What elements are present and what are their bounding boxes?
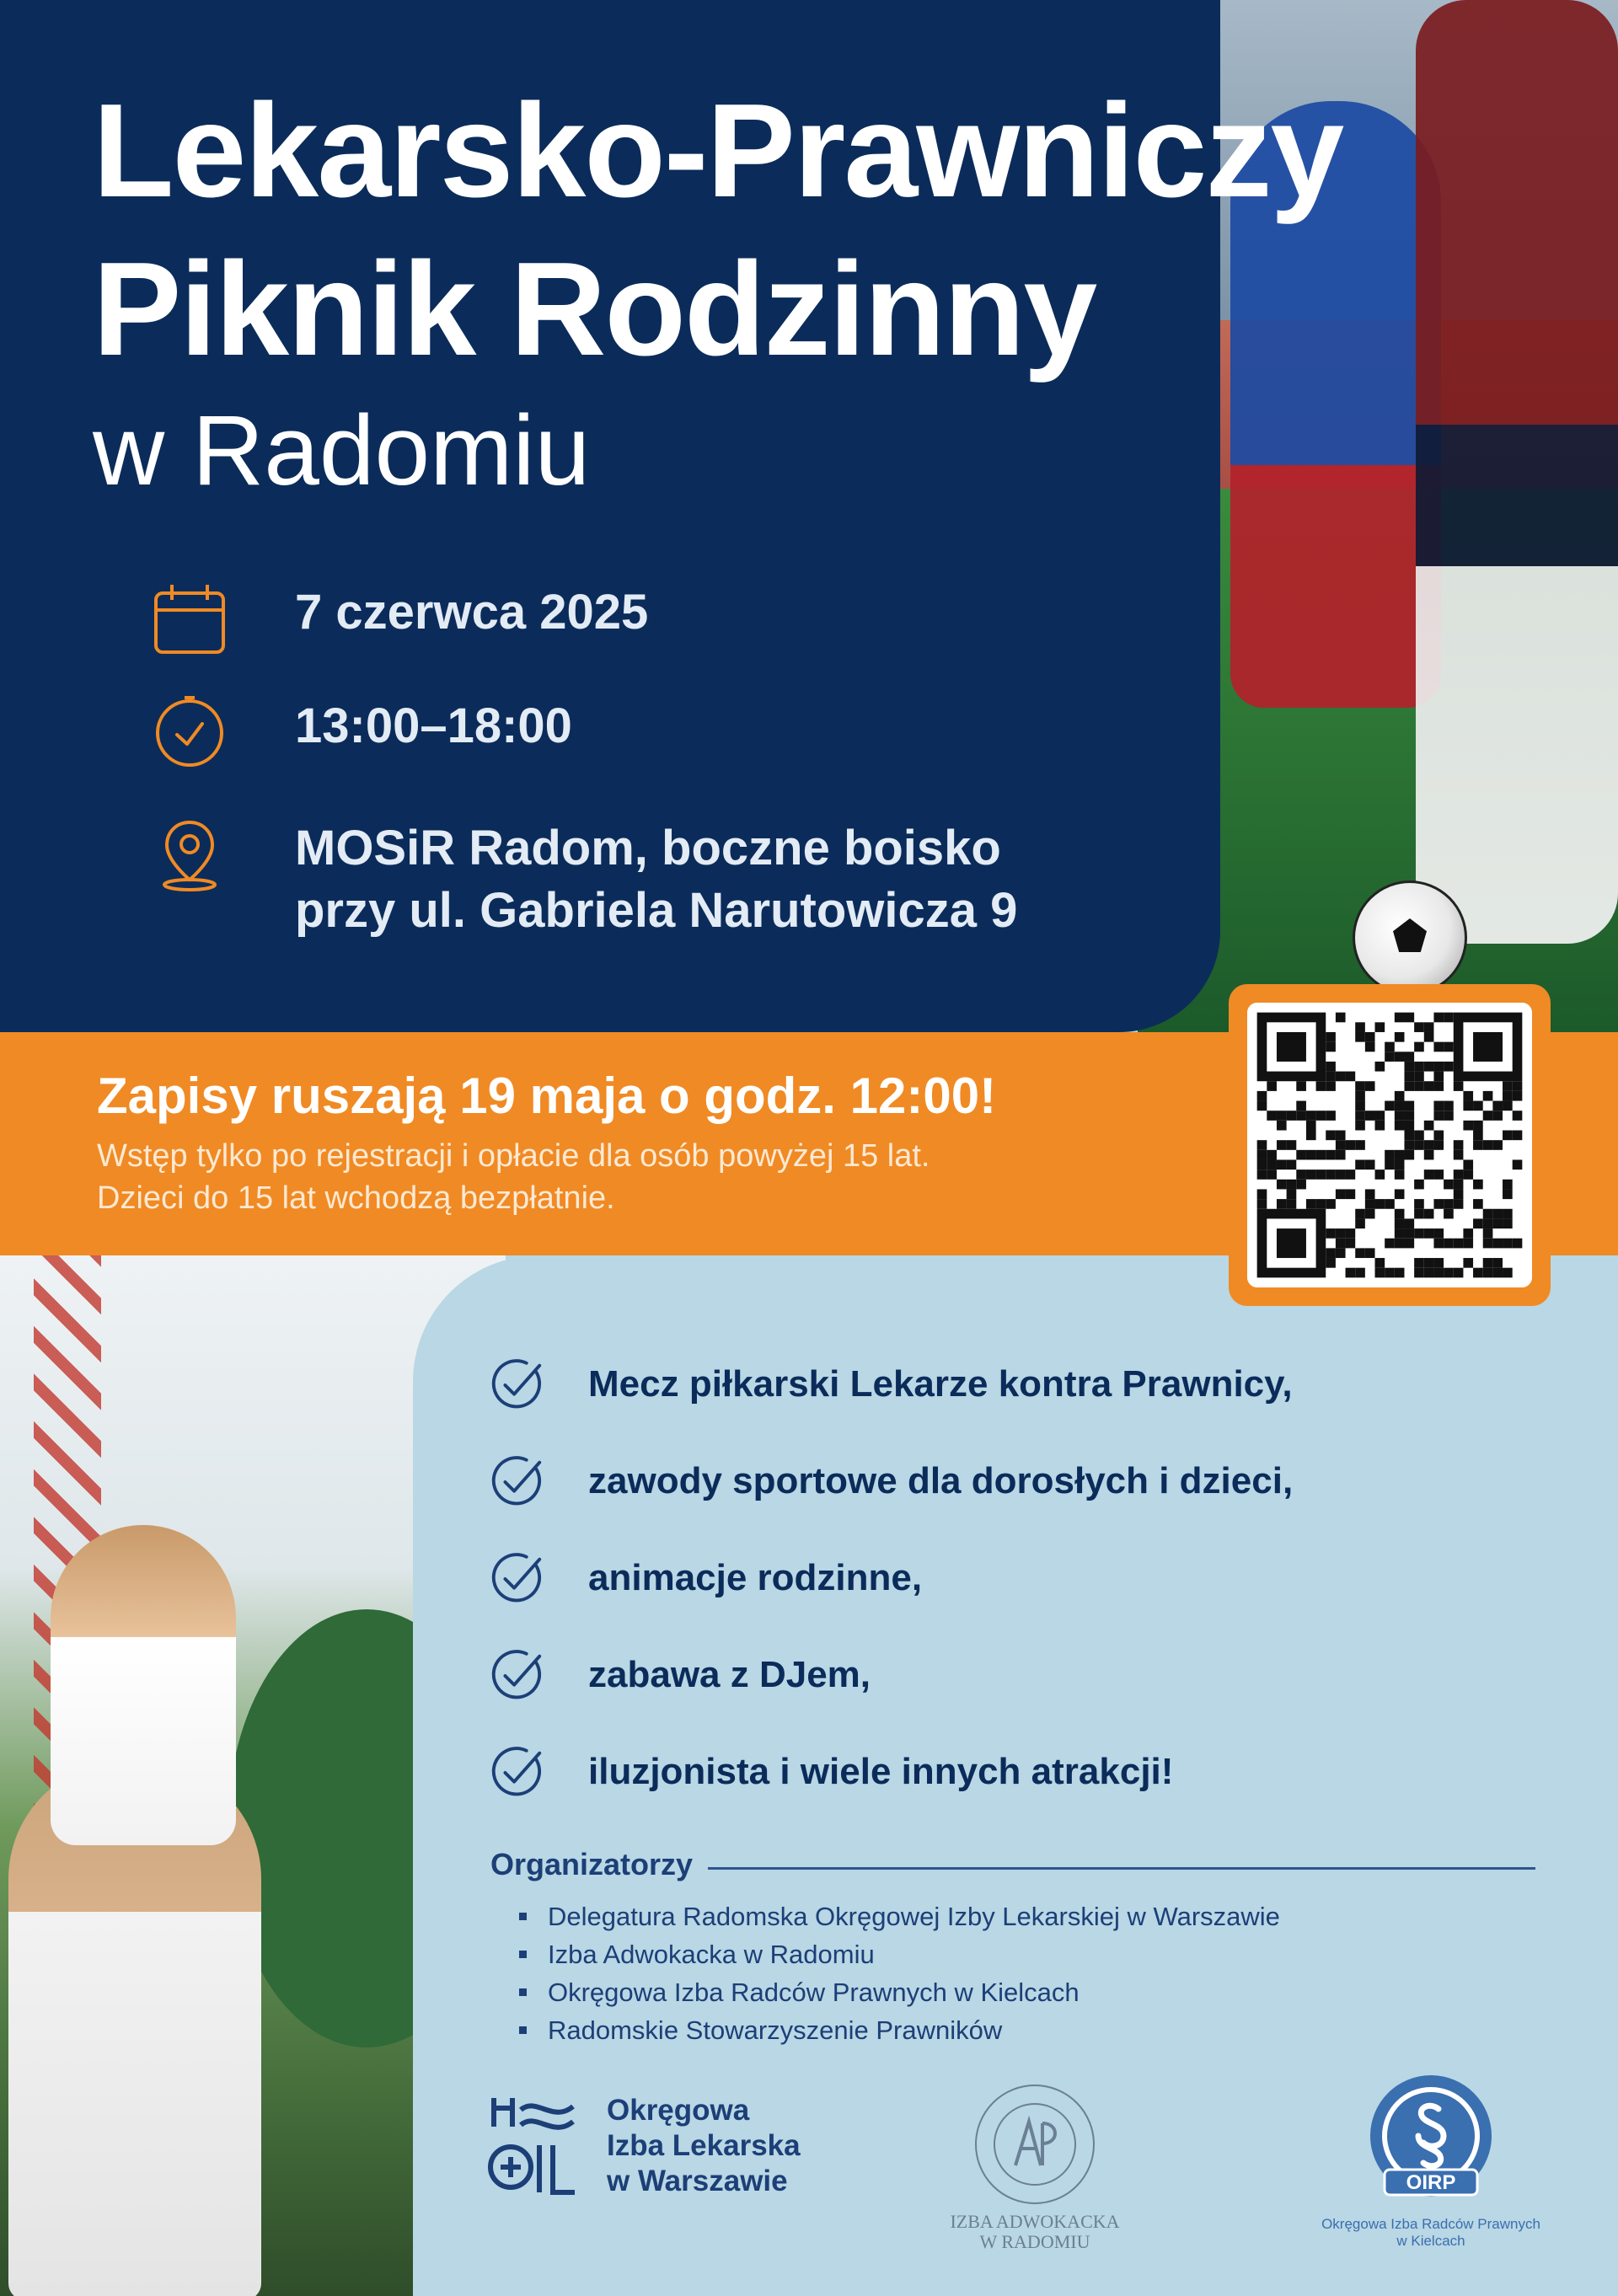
oil-logo <box>487 2093 801 2199</box>
adwokatura-logo-line: IZBA ADWOKACKA <box>950 2211 1120 2232</box>
adwokatura-logo <box>934 2081 1136 2252</box>
program-item-text: zabawa z DJem, <box>588 1653 871 1695</box>
adwokatura-logo-text <box>934 2212 1136 2252</box>
organizer-item: Delegatura Radomska Okręgowej Izby Lekarskiej w Warszawie <box>514 1897 1280 1935</box>
divider <box>708 1867 1535 1870</box>
program-item <box>489 1432 1551 1529</box>
oirp-logo-line: w Kielcach <box>1396 2233 1465 2249</box>
oirp-mark-text: OIRP <box>1406 2171 1456 2194</box>
organizer-logos <box>487 2064 1583 2258</box>
registration-note-line: Wstęp tylko po rejestracji i opłacie dla osób powyżej 15 lat. <box>97 1138 930 1174</box>
oirp-logo-text <box>1305 2216 1557 2250</box>
program-item <box>489 1335 1551 1432</box>
registration-note <box>97 1135 930 1219</box>
organizers-list <box>514 1897 1280 2049</box>
program-item <box>489 1723 1551 1820</box>
location-pin-icon <box>152 817 228 893</box>
program-item-text: animacje rodzinne, <box>588 1556 923 1598</box>
event-location-row <box>152 817 1017 942</box>
oil-logo-text <box>607 2093 801 2199</box>
check-circle-icon <box>489 1356 546 1413</box>
oil-emblem-icon <box>487 2093 581 2199</box>
registration-note-line: Dzieci do 15 lat wchodzą bezpłatnie. <box>97 1180 615 1216</box>
organizers-heading <box>490 1847 1535 1882</box>
qr-code-image[interactable] <box>1247 1003 1532 1287</box>
event-subtitle: w Radomiu <box>93 395 591 506</box>
oirp-logo <box>1305 2069 1557 2250</box>
event-time: 13:00–18:00 <box>295 698 572 753</box>
event-location <box>295 817 1017 942</box>
check-circle-icon <box>489 1646 546 1704</box>
title-line: Piknik Rodzinny <box>93 235 1096 383</box>
check-circle-icon <box>489 1743 546 1801</box>
oil-logo-line: Izba Lekarska <box>607 2129 801 2162</box>
organizers-label: Organizatorzy <box>490 1847 694 1881</box>
adwokatura-seal-icon <box>972 2081 1098 2208</box>
program-item-text: iluzjonista i wiele innych atrakcji! <box>588 1750 1174 1792</box>
football-ball <box>1353 880 1467 995</box>
program-item <box>489 1626 1551 1723</box>
oil-logo-line: Okręgowa <box>607 2094 750 2127</box>
program-list <box>489 1335 1551 1820</box>
program-item-text: zawody sportowe dla dorosłych i dzieci, <box>588 1459 1294 1501</box>
program-item-text: Mecz piłkarski Lekarze kontra Prawnicy, <box>588 1362 1293 1405</box>
oirp-seal-icon <box>1359 2069 1503 2212</box>
check-circle-icon <box>489 1453 546 1510</box>
oil-logo-line: w Warszawie <box>607 2165 788 2197</box>
event-time-row <box>152 695 572 771</box>
event-date: 7 czerwca 2025 <box>295 585 649 640</box>
title-line: Lekarsko-Prawniczy <box>93 77 1343 225</box>
calendar-icon <box>152 581 228 657</box>
girl-figure <box>51 1525 236 1845</box>
event-title <box>93 72 1342 388</box>
clock-icon <box>152 695 228 771</box>
adwokatura-logo-line: W RADOMIU <box>979 2231 1090 2252</box>
location-line: przy ul. Gabriela Narutowicza 9 <box>295 883 1018 938</box>
program-item <box>489 1529 1551 1626</box>
registration-headline: Zapisy ruszają 19 maja o godz. 12:00! <box>97 1068 997 1124</box>
organizer-item: Radomskie Stowarzyszenie Prawników <box>514 2011 1280 2049</box>
organizer-item: Okręgowa Izba Radców Prawnych w Kielcach <box>514 1973 1280 2011</box>
organizer-item: Izba Adwokacka w Radomiu <box>514 1935 1280 1973</box>
player-figure <box>1416 0 1618 944</box>
registration-qr-code[interactable] <box>1229 984 1551 1306</box>
event-date-row <box>152 581 648 657</box>
check-circle-icon <box>489 1549 546 1607</box>
oirp-logo-line: Okręgowa Izba Radców Prawnych <box>1321 2216 1540 2232</box>
location-line: MOSiR Radom, boczne boisko <box>295 821 1001 875</box>
